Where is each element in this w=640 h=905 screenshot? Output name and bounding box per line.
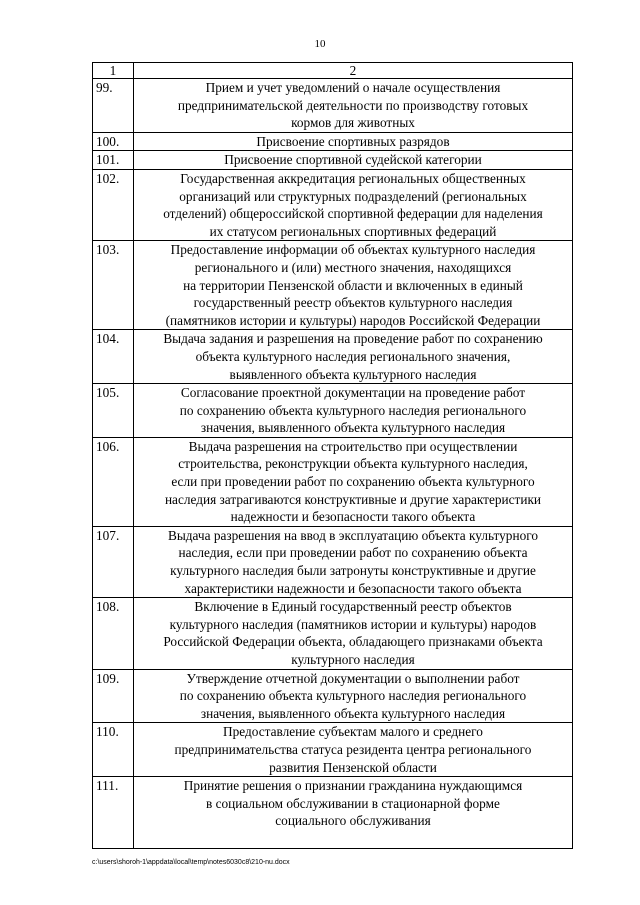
table-row (93, 330, 573, 384)
service-line: наследия, если при проведении работ по сохранению объекта (178, 545, 528, 561)
row-number: 111. (93, 777, 134, 848)
table-row (93, 151, 573, 170)
service-line: государственный реестр объектов культурного наследия (193, 295, 513, 311)
service-line: выявленного объекта культурного наследия (229, 366, 477, 382)
row-number: 108. (93, 598, 134, 669)
service-name (134, 669, 573, 723)
service-line: отделений) общероссийской спортивной федерации для наделения (163, 206, 543, 222)
table-row (93, 669, 573, 723)
table-row (93, 169, 573, 240)
row-number: 104. (93, 330, 134, 384)
table-row (93, 79, 573, 133)
service-name (134, 330, 573, 384)
service-line: Выдача разрешения на строительство при осуществлении (188, 438, 518, 454)
service-line: значения, выявленного объекта культурного наследия (200, 705, 506, 721)
row-number: 106. (93, 437, 134, 526)
table-row (93, 526, 573, 597)
service-line: кормов для животных (291, 115, 415, 131)
service-line: по сохранению объекта культурного наследия регионального (179, 688, 527, 704)
service-line: культурного наследия (291, 652, 415, 667)
row-number: 105. (93, 384, 134, 438)
service-name (134, 79, 573, 133)
service-line: Присвоение спортивной судейской категории (224, 152, 482, 168)
table-row (93, 437, 573, 526)
service-line: культурного наследия (памятников истории и культуры) народов (169, 616, 537, 632)
service-line: социального обслуживания (275, 813, 431, 829)
table-header-row (93, 63, 573, 79)
service-line: культурного наследия были затронуты конструктивные и другие (170, 563, 536, 579)
service-line: в социальном обслуживании в стационарной форме (206, 795, 500, 811)
service-line: Включение в Единый государственный реестр объектов (194, 599, 512, 615)
row-number: 109. (93, 669, 134, 723)
service-line: Выдача разрешения на ввод в эксплуатацию объекта культурного (167, 527, 538, 543)
service-name (134, 526, 573, 597)
service-line: развития Пензенской области (269, 759, 437, 775)
service-name (134, 384, 573, 438)
table-row (93, 384, 573, 438)
service-line: строительства, реконструкции объекта культурного наследия, (178, 456, 528, 472)
service-line: предпринимательской деятельности по производству готовых (177, 97, 529, 113)
service-line: Прием и учет уведомлений о начале осуществления (205, 80, 501, 95)
table-row (93, 132, 573, 151)
service-line: Выдача задания и разрешения на проведение работ по сохранению (163, 331, 543, 347)
service-line: предпринимательства статуса резидента центра регионального (174, 741, 532, 757)
services-table (92, 62, 573, 849)
service-line: Принятие решения о признании гражданина нуждающимся (183, 778, 523, 794)
service-name (134, 723, 573, 777)
service-line: по сохранению объекта культурного наследия регионального (179, 402, 527, 418)
service-name (134, 241, 573, 330)
service-line: их статусом региональных спортивных федераций (209, 223, 497, 239)
service-line: надежности и безопасности такого объекта (230, 509, 476, 525)
service-line: Государственная аккредитация региональных общественных (180, 170, 526, 186)
service-line (137, 830, 569, 848)
service-line: организаций или структурных подразделений (региональных (179, 188, 527, 204)
service-line: характеристики надежности и безопасности такого объекта (184, 580, 522, 596)
row-number: 110. (93, 723, 134, 777)
row-number: 102. (93, 169, 134, 240)
service-line: наследия затрагиваются конструктивные и другие характеристики (164, 491, 542, 507)
service-line: объекта культурного наследия регионального значения, (195, 348, 511, 364)
service-line: регионального и (или) местного значения, находящихся (194, 259, 512, 275)
service-line: Согласование проектной документации на проведение работ (180, 385, 526, 401)
header-col-1: 1 (93, 63, 134, 79)
file-path-footer: c:\users\shoroh-1\appdata\local\temp\notes6030c8\210-nu.docx (92, 859, 290, 866)
service-line: Присвоение спортивных разрядов (256, 133, 450, 149)
service-name (134, 132, 573, 151)
row-number: 99. (93, 79, 134, 133)
service-line: Утверждение отчетной документации о выполнении работ (186, 670, 520, 686)
table-row (93, 241, 573, 330)
service-line: Предоставление субъектам малого и среднего (223, 724, 483, 740)
service-line: Предоставление информации об объектах культурного наследия (170, 242, 536, 258)
row-number: 100. (93, 132, 134, 151)
service-line: значения, выявленного объекта культурного наследия (200, 420, 506, 436)
service-name (134, 151, 573, 170)
service-line: если при проведении работ по сохранению объекта культурного (171, 474, 535, 490)
service-name (134, 437, 573, 526)
row-number: 107. (93, 526, 134, 597)
service-name (134, 777, 573, 848)
service-name (134, 598, 573, 669)
table-row (93, 598, 573, 669)
service-name (134, 169, 573, 240)
header-col-2: 2 (134, 63, 573, 79)
row-number: 101. (93, 151, 134, 170)
table-row (93, 723, 573, 777)
table-row (93, 777, 573, 848)
row-number: 103. (93, 241, 134, 330)
page-number: 10 (314, 38, 326, 50)
service-line: Российской Федерации объекта, обладающего признаками объекта (163, 634, 543, 650)
service-line: (памятников истории и культуры) народов Российской Федерации (165, 312, 541, 328)
service-line: на территории Пензенской области и включенных в единый (183, 277, 523, 293)
